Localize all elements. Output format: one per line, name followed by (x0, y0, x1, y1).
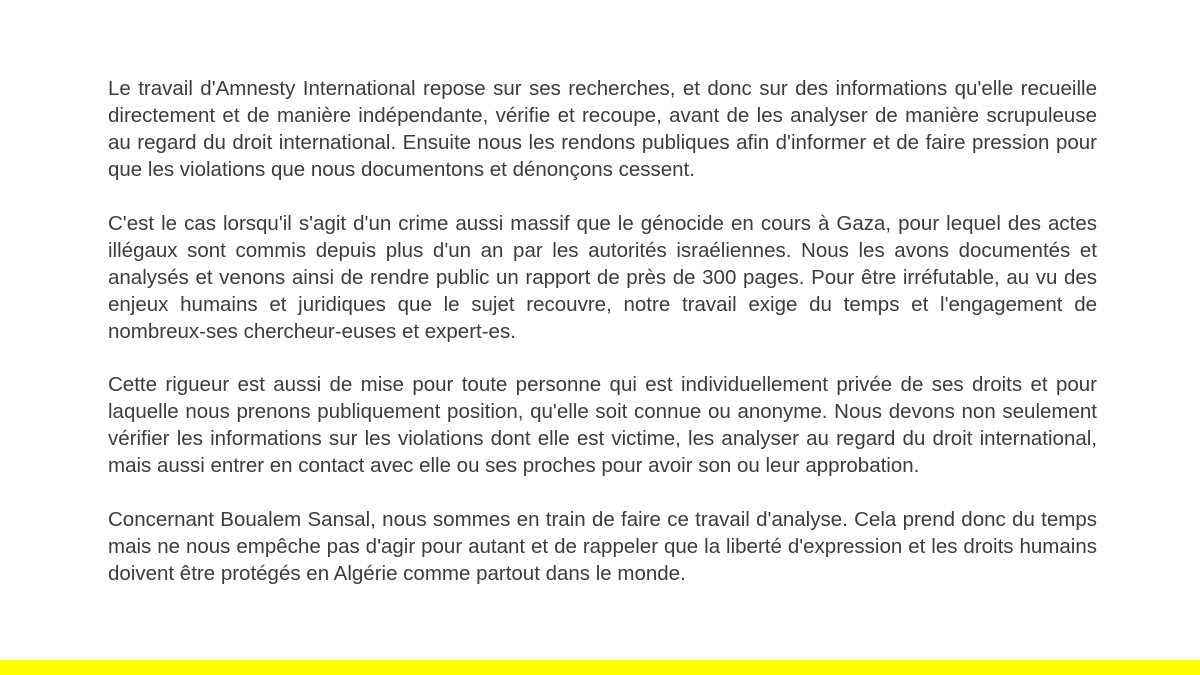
paragraph-research-method: Le travail d'Amnesty International repose sur ses recherches, et donc sur des informations qu'elle recueille directement et de manière indépendante, vérifie et recoupe, avant de les analyser de manière scrupuleuse au regard du droit international. Ensuite nous les rendons publiques afin d'informer et de faire pression pour que les violations que nous documentons et dénonçons cessent. (108, 77, 1097, 181)
statement-body (108, 75, 1097, 587)
paragraph-boualem-sansal: Concernant Boualem Sansal, nous sommes en train de faire ce travail d'analyse. Cela prend donc du temps mais ne nous empêche pas d'agir pour autant et de rappeler que la liberté d'expression et les droits humains doivent être protégés en Algérie comme partout dans le monde. (108, 508, 1097, 586)
paragraph-gaza-report: C'est le cas lorsqu'il s'agit d'un crime aussi massif que le génocide en cours à Gaza, pour lequel des actes illégaux sont commis depuis plus d'un an par les autorités israéliennes. Nous les avons documentés et analysés et venons ainsi de rendre public un rapport de près de 300 pages. Pour être irréfutable, au vu des enjeux humains et juridiques que le sujet recouvre, notre travail exige du temps et l'engagement de nombreux-ses chercheur-euses et expert-es. (108, 211, 1097, 343)
paragraph-individual-cases: Cette rigueur est aussi de mise pour toute personne qui est individuellement privée de ses droits et pour laquelle nous prenons publiquement position, qu'elle soit connue ou anonyme. Nous devons non seulement vérifier les informations sur les violations dont elle est victime, les analyser au regard du droit international, mais aussi entrer en contact avec elle ou ses proches pour avoir son ou leur approbation. (108, 373, 1097, 478)
yellow-brand-bar (0, 660, 1200, 675)
